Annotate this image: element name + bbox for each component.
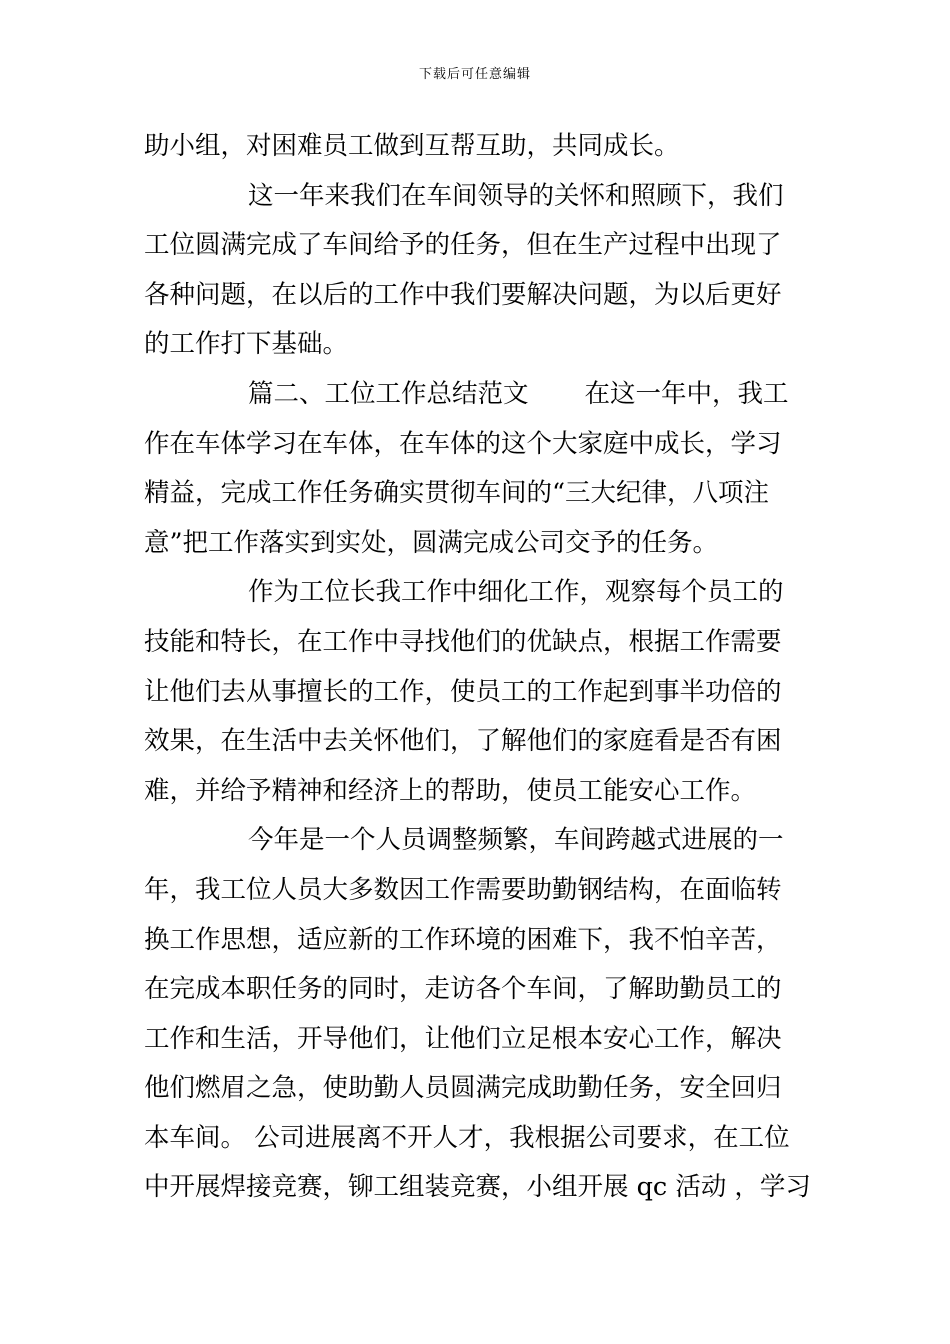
document-body [144,122,811,1213]
text-line: 让他们去从事擅长的工作，使员工的工作起到事半功倍的 [144,676,782,707]
text-line: 工作和生活，开导他们，让他们立足根本安心工作，解决 [144,1023,782,1054]
text-line [144,370,808,420]
text-line: 这一年来我们在车间领导的关怀和照顾下，我们 [248,180,784,211]
paragraph-start: 在这一年中，我工 [584,378,789,409]
text-line: 作在车体学习在车体，在车体的这个大家庭中成长，学习 [144,428,782,459]
text-line: 意”把工作落实到实处，圆满完成公司交予的任务。 [144,527,719,558]
text-line: 中开展焊接竞赛，铆工组装竞赛，小组开展 qc 活动 ，学习 [144,1172,811,1203]
text-line: 工位圆满完成了车间给予的任务，但在生产过程中出现了 [144,230,782,261]
text-line: 助小组，对困难员工做到互帮互助，共同成长。 [144,131,680,161]
text-line: 今年是一个人员调整频繁，车间跨越式进展的一 [248,825,784,856]
text-line: 精益，完成工作任务确实贯彻车间的“三大纪律，八项注 [144,478,770,509]
text-line: 在完成本职任务的同时，走访各个车间，了解助勤员工的 [144,974,782,1005]
text-line: 换工作思想，适应新的工作环境的困难下，我不怕辛苦， [144,924,782,955]
page-header: 下载后可任意编辑 [418,67,531,82]
text-line: 效果，在生活中去关怀他们，了解他们的家庭看是否有困 [144,726,782,757]
text-line: 难，并给予精神和经济上的帮助，使员工能安心工作。 [144,775,757,806]
text-line: 各种问题，在以后的工作中我们要解决问题，为以后更好 [144,279,782,310]
text-line: 年，我工位人员大多数因工作需要助勤钢结构，在面临转 [144,874,782,905]
text-line: 本车间。 公司进展离不开人才，我根据公司要求，在工位 [144,1122,790,1153]
text-line: 作为工位长我工作中细化工作，观察每个员工的 [248,577,784,608]
text-line: 的工作打下基础。 [144,329,349,360]
section-heading: 篇二、工位工作总结范文 [248,378,529,409]
text-line: 技能和特长，在工作中寻找他们的优缺点，根据工作需要 [144,626,782,657]
text-line: 他们燃眉之急，使助勤人员圆满完成助勤任务，安全回归 [144,1073,782,1104]
